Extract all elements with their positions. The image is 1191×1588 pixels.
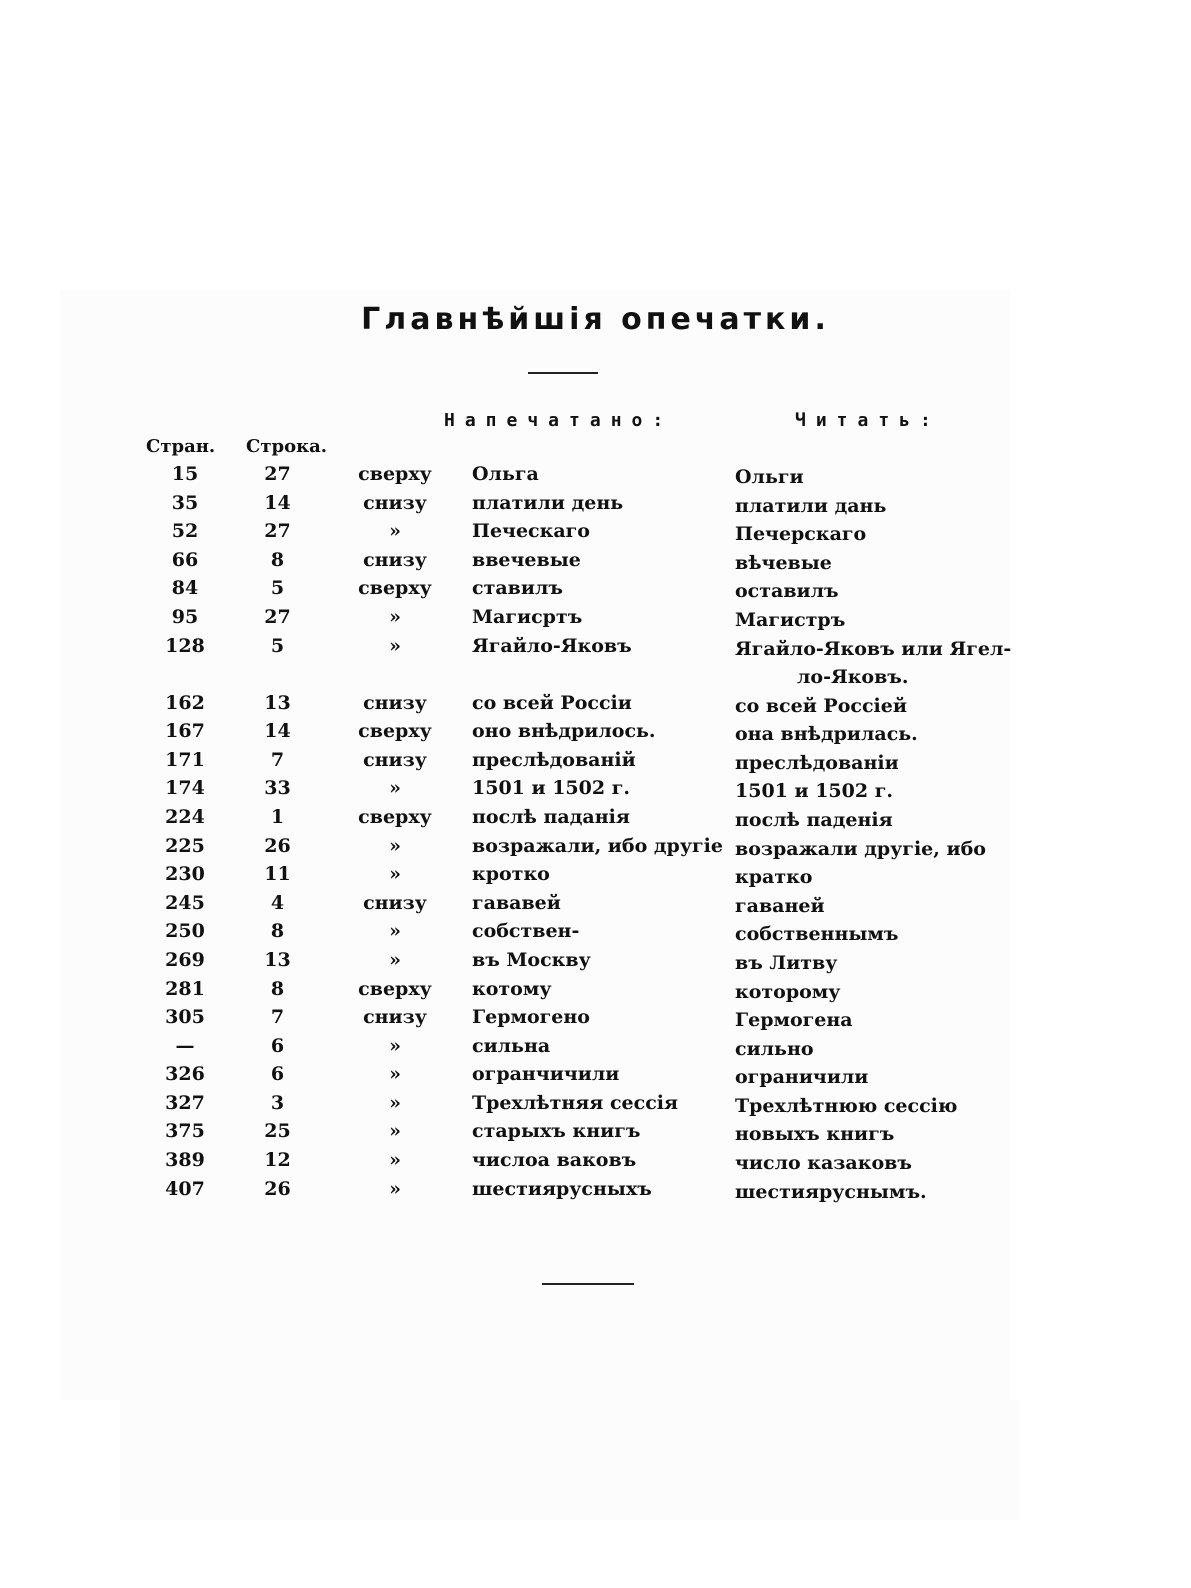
corrected-text-cell — [735, 492, 886, 521]
table-row — [0, 920, 1191, 949]
table-row — [0, 492, 1191, 521]
corrected-text-cell — [735, 1178, 927, 1207]
printed-text-cell: шестиярусныхъ — [472, 1177, 652, 1200]
printed-text-cell: Гермогено — [472, 1006, 590, 1029]
top-rule — [528, 372, 598, 374]
table-row — [0, 520, 1191, 549]
header-read: Читать: — [795, 410, 941, 431]
page-number-cell: 326 — [165, 1063, 205, 1086]
page-number-cell: 66 — [171, 548, 199, 571]
line-number-cell: 27 — [264, 605, 291, 628]
direction-cell: » — [389, 920, 401, 943]
page-number-cell: 84 — [171, 577, 199, 600]
table-row — [0, 692, 1191, 721]
direction-cell: сверху — [358, 577, 432, 600]
corrected-text: Магистръ — [735, 608, 846, 631]
page-number-cell: 225 — [165, 834, 205, 857]
errata-table — [0, 463, 1191, 1206]
line-number-cell: 5 — [270, 577, 285, 600]
table-row — [0, 1149, 1191, 1178]
direction-cell: » — [389, 1177, 401, 1200]
printed-text-cell: оно внѣдрилось. — [472, 720, 656, 743]
table-row — [0, 463, 1191, 492]
corrected-text: Гермогена — [735, 1009, 853, 1032]
corrected-text: оставилъ — [735, 580, 839, 603]
direction-cell: снизу — [363, 548, 427, 571]
printed-text-cell: преслѣдованій — [472, 748, 636, 771]
table-row — [0, 1178, 1191, 1207]
page-number-cell: 250 — [165, 920, 205, 943]
printed-text-cell: ввечевые — [472, 548, 581, 571]
page-number-cell: 407 — [165, 1177, 205, 1200]
direction-cell: сверху — [358, 463, 432, 485]
page-number-cell: 281 — [165, 977, 205, 1000]
printed-text-cell: Магисртъ — [472, 605, 583, 628]
page-number-cell: 128 — [165, 634, 205, 657]
page-number-cell: 167 — [165, 720, 205, 743]
page-number-cell: 95 — [171, 605, 199, 628]
corrected-text: кратко — [735, 866, 813, 889]
page-number-cell: 269 — [165, 948, 205, 971]
page-number-cell: 375 — [165, 1120, 205, 1143]
printed-text-cell: котому — [472, 977, 552, 1000]
page-number-cell: 224 — [165, 805, 205, 828]
table-row — [0, 835, 1191, 864]
direction-cell: » — [389, 1063, 401, 1086]
printed-text-cell: возражали, ибо другіе — [472, 834, 723, 857]
page-number-cell: — — [175, 1034, 195, 1057]
line-number-cell: 6 — [270, 1034, 285, 1057]
corrected-text-cell — [735, 720, 918, 749]
corrected-text: платили дань — [735, 494, 887, 517]
table-row — [0, 749, 1191, 778]
corrected-text-cell — [735, 1006, 853, 1035]
printed-text-cell: гававей — [472, 891, 561, 914]
direction-cell: снизу — [363, 891, 427, 914]
corrected-text-cell — [735, 835, 986, 864]
corrected-text-cell — [735, 635, 1011, 692]
table-row — [0, 978, 1191, 1007]
printed-text-cell: послѣ паданія — [472, 805, 630, 828]
table-row — [0, 549, 1191, 578]
table-row — [0, 1035, 1191, 1064]
direction-cell: » — [389, 1149, 401, 1172]
table-row — [0, 577, 1191, 606]
corrected-text-cell — [735, 549, 832, 578]
line-number-cell: 14 — [264, 720, 291, 743]
corrected-text-cell — [735, 520, 866, 549]
table-row — [0, 892, 1191, 921]
line-number-cell: 8 — [270, 977, 285, 1000]
corrected-text-cell — [735, 892, 825, 921]
scan-background-lower — [120, 1400, 1020, 1520]
printed-text-cell: со всей Россіи — [472, 691, 632, 714]
direction-cell: снизу — [363, 1006, 427, 1029]
printed-text-cell: 1501 и 1502 г. — [472, 777, 630, 800]
line-number-cell: 33 — [264, 777, 291, 800]
corrected-text-cell — [735, 1092, 957, 1121]
column-header-page: Стран. — [146, 436, 216, 457]
column-header-line: Строка. — [246, 436, 327, 457]
printed-text-cell: въ Москву — [472, 948, 591, 971]
line-number-cell: 26 — [264, 834, 291, 857]
table-row — [0, 635, 1191, 692]
direction-cell: снизу — [363, 491, 427, 514]
line-number-cell: 4 — [270, 891, 285, 914]
printed-text-cell: Ольга — [472, 463, 539, 485]
corrected-text: шестияруснымъ. — [735, 1180, 927, 1203]
corrected-text: со всей Россіей — [735, 694, 907, 717]
corrected-text-cell — [735, 920, 899, 949]
table-row — [0, 949, 1191, 978]
corrected-text: собственнымъ — [735, 923, 899, 946]
page-title: Главнѣйшія опечатки. — [361, 302, 830, 337]
direction-cell: » — [389, 634, 401, 657]
corrected-text-cell — [735, 577, 839, 606]
direction-cell: » — [389, 605, 401, 628]
bottom-rule — [542, 1283, 634, 1285]
corrected-text-continuation: ло-Яковъ. — [797, 666, 909, 689]
direction-cell: сверху — [358, 720, 432, 743]
page-number-cell: 245 — [165, 891, 205, 914]
corrected-text: Трехлѣтнюю сессію — [735, 1094, 958, 1117]
line-number-cell: 12 — [264, 1149, 291, 1172]
direction-cell: » — [389, 948, 401, 971]
page-number-cell: 389 — [165, 1149, 205, 1172]
line-number-cell: 27 — [264, 463, 291, 485]
page-number-cell: 171 — [165, 748, 205, 771]
line-number-cell: 3 — [270, 1091, 285, 1114]
page-number-cell: 174 — [165, 777, 205, 800]
corrected-text: она внѣдрилась. — [735, 723, 918, 746]
page-number-cell: 162 — [165, 691, 205, 714]
corrected-text-cell — [735, 806, 893, 835]
line-number-cell: 25 — [264, 1120, 291, 1143]
corrected-text-cell — [735, 949, 837, 978]
line-number-cell: 5 — [270, 634, 285, 657]
printed-text-cell: Ягайло-Яковъ — [472, 634, 632, 657]
page-number-cell: 35 — [171, 491, 199, 514]
corrected-text: преслѣдованіи — [735, 751, 899, 774]
corrected-text: сильно — [735, 1037, 814, 1060]
corrected-text: ограничили — [735, 1066, 869, 1089]
printed-text-cell: сильна — [472, 1034, 551, 1057]
line-number-cell: 14 — [264, 491, 291, 514]
printed-text-cell: Трехлѣтняя сессія — [472, 1091, 679, 1114]
header-printed: Напечатано: — [444, 410, 674, 431]
corrected-text-cell — [735, 777, 893, 806]
printed-text-cell: огранчичили — [472, 1063, 620, 1086]
corrected-text-cell — [735, 1120, 894, 1149]
corrected-text-cell — [735, 692, 907, 721]
line-number-cell: 8 — [270, 920, 285, 943]
direction-cell: » — [389, 777, 401, 800]
table-row — [0, 777, 1191, 806]
corrected-text: возражали другіе, ибо — [735, 837, 986, 860]
corrected-text-cell — [735, 1063, 868, 1092]
printed-text-cell: Печескаго — [472, 520, 590, 543]
table-row — [0, 1006, 1191, 1035]
corrected-text: въ Литву — [735, 951, 838, 974]
corrected-text: число казаковъ — [735, 1152, 912, 1175]
page-number-cell: 305 — [165, 1006, 205, 1029]
corrected-text-cell — [735, 978, 840, 1007]
table-row — [0, 863, 1191, 892]
corrected-text-cell — [735, 749, 899, 778]
direction-cell: сверху — [358, 805, 432, 828]
printed-text-cell: ставилъ — [472, 577, 563, 600]
page-number-cell: 52 — [171, 520, 199, 543]
corrected-text: послѣ паденія — [735, 808, 893, 831]
line-number-cell: 11 — [264, 863, 291, 886]
printed-text-cell: платили день — [472, 491, 624, 514]
corrected-text: новыхъ книгъ — [735, 1123, 895, 1146]
line-number-cell: 6 — [270, 1063, 285, 1086]
page-number-cell: 230 — [165, 863, 205, 886]
corrected-text: Ольги — [735, 466, 804, 488]
direction-cell: » — [389, 1091, 401, 1114]
line-number-cell: 26 — [264, 1177, 291, 1200]
corrected-text: которому — [735, 980, 841, 1003]
table-row — [0, 1092, 1191, 1121]
corrected-text-cell — [735, 463, 804, 492]
corrected-text: Печерскаго — [735, 523, 867, 546]
corrected-text-cell — [735, 1149, 912, 1178]
corrected-text-cell — [735, 1035, 814, 1064]
line-number-cell: 7 — [270, 1006, 285, 1029]
table-row — [0, 806, 1191, 835]
table-row — [0, 1063, 1191, 1092]
page-number-cell: 15 — [171, 463, 199, 485]
table-row — [0, 1120, 1191, 1149]
direction-cell: сверху — [358, 977, 432, 1000]
corrected-text-cell — [735, 863, 812, 892]
corrected-text: вѣчевые — [735, 551, 832, 574]
line-number-cell: 8 — [270, 548, 285, 571]
corrected-text-cell — [735, 606, 845, 635]
line-number-cell: 7 — [270, 748, 285, 771]
direction-cell: » — [389, 863, 401, 886]
printed-text-cell: кротко — [472, 863, 550, 886]
corrected-text: гаваней — [735, 894, 825, 917]
table-row — [0, 606, 1191, 635]
direction-cell: » — [389, 520, 401, 543]
direction-cell: » — [389, 1120, 401, 1143]
direction-cell: снизу — [363, 748, 427, 771]
table-row — [0, 720, 1191, 749]
line-number-cell: 1 — [270, 805, 285, 828]
line-number-cell: 27 — [264, 520, 291, 543]
corrected-text: Ягайло-Яковъ или Ягел- — [735, 637, 1012, 660]
page-number-cell: 327 — [165, 1091, 205, 1114]
printed-text-cell: собствен- — [472, 920, 580, 943]
printed-text-cell: числоа ваковъ — [472, 1149, 637, 1172]
direction-cell: » — [389, 834, 401, 857]
line-number-cell: 13 — [264, 948, 291, 971]
corrected-text: 1501 и 1502 г. — [735, 780, 893, 803]
direction-cell: снизу — [363, 691, 427, 714]
direction-cell: » — [389, 1034, 401, 1057]
printed-text-cell: старыхъ книгъ — [472, 1120, 641, 1143]
line-number-cell: 13 — [264, 691, 291, 714]
